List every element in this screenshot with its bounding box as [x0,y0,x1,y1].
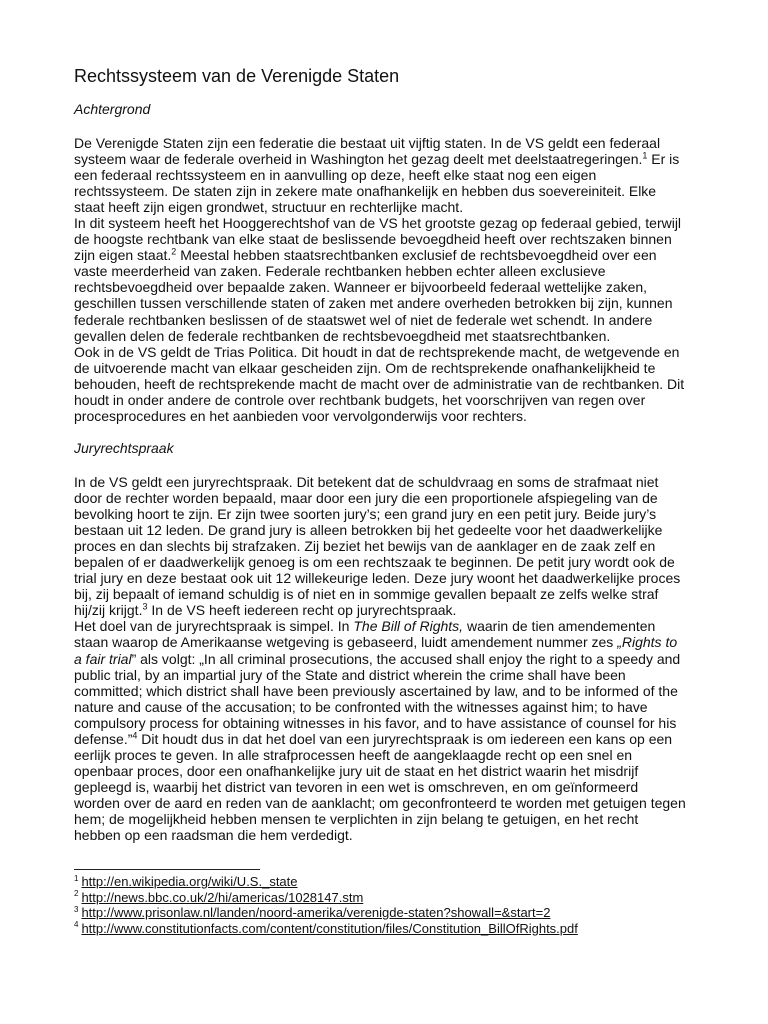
paragraph-line: a fair trial” als volgt: „In all criminal prosecutions, the accused shall enjoy the right to a speedy and [74,650,681,667]
document-title: Rechtssysteem van de Verenigde Staten [74,66,400,86]
paragraph-line: gepleegd is, waarbij het district van tevoren in een wet is omschreven, en om geïnformeerd [74,778,639,795]
paragraph-line: staat heeft zijn eigen grondwet, structuur en rechterlijke macht. [74,199,464,216]
paragraph-line: bevolking hoort te zijn. Er zijn twee soorten jury’s; een grand jury en een petit jury. Beide jury’s [74,506,657,523]
footnote-link[interactable]: http://www.constitutionfacts.com/content/constitution/files/Constitution_BillOfRights.pdf [81,920,578,936]
paragraph-line: trial jury en deze bestaat ook uit 12 willekeurige leden. Deze jury woont het daadwerkelijke proces [74,570,681,587]
paragraph-line: openbaar proces, door een onafhankelijke jury uit de staat en het district waarin het misdrijf [74,762,639,779]
paragraph-line: houdt in onder andere de controle over rechtbank budgets, het voorschrijven van regen over [74,391,646,408]
section-body-achtergrond [74,135,684,424]
paragraph-line: de uitvoerende macht van elkaar gescheiden zijn. Om de rechtsprekende onafhankelijkheid te [74,359,656,376]
paragraph-line: Ook in de VS geldt de Trias Politica. Dit houdt in dat de rechtsprekende macht, de wetgevende en [74,343,680,360]
footnote-number: 3 [74,904,79,914]
italic-title: The Bill of Rights, [353,618,464,635]
paragraph-line: hij/zij krijgt.$^3$ In de VS heeft iedereen recht op juryrechtspraak. [74,601,457,619]
paragraph-line: zijn eigen staat.$^2$ Meestal hebben staatsrechtbanken exclusief de rechtsbevoegdheid over een [74,246,657,264]
paragraph-line: public trial, by an impartial jury of the State and district wherein the crime shall have been [74,666,626,683]
footnote-ref: 3 [142,601,148,612]
footnote-ref: 2 [171,246,177,257]
italic-quote: a fair trial [74,650,132,667]
section-heading-juryrechtspraak: Juryrechtspraak [74,440,174,456]
paragraph-line: bij, zij bepaalt of iemand schuldig is of niet en in sommige gevallen bepaalt ze zelfs welke straf [74,586,659,603]
paragraph-line: de hoogste rechtbank van elke staat de beslissende bevoegdheid heeft over rechtszaken binnen [74,231,672,248]
footnote-ref: 1 [642,150,648,161]
paragraph-line: vaste meerderheid van zaken. Federale rechtbanken hebben echter alleen exclusieve [74,263,606,280]
footnote-link[interactable]: http://www.prisonlaw.nl/landen/noord-amerika/verenigde-staten?showall=&start=2 [81,905,551,920]
footnote-link[interactable]: http://news.bbc.co.uk/2/hi/americas/1028147.stm [81,889,364,905]
paragraph-line: systeem waar de federale overheid in Washington het gezag deelt met deelstaatregeringen.$^1$ Er is [74,150,680,168]
paragraph-line: proces en dan slechts bij strafzaken. Zij beziet het bewijs van de aanklager en de zaak zelf en [74,538,656,555]
paragraph-line: gevallen delen de federale rechtbanken de rechtsbevoegdheid met staatsrechtbanken. [74,327,611,344]
paragraph-line: De Verenigde Staten zijn een federatie die bestaat uit vijftig staten. In de VS geldt een federaal [74,135,661,151]
paragraph-line: door de rechter worden bepaald, maar door een jury die een proportionele afspiegeling van de [74,490,658,507]
paragraph-line: defense.”$^4$ Dit houdt dus in dat het doel van een juryrechtspraak is om iedereen een kans op een [74,730,673,747]
italic-quote: „Rights to [617,634,678,651]
paragraph-line: rechtssysteem. De staten zijn in zekere mate onafhankelijk en hebben dus soevereiniteit. Elke [74,183,657,200]
paragraph-line: hem; de mogelijkheid hebben mensen te verplichten in zijn belang te getuigen, en het recht [74,810,639,827]
paragraph-line: committed; which district shall have been previously ascertained by law, and to be informed of the [74,682,678,699]
footnote-item [74,921,578,937]
paragraph-line: nature and cause of the accusation; to be confronted with the witnesses against him; to have [74,698,648,715]
footnote-number: 4 [74,920,79,930]
paragraph-line: eerlijk proces te geven. In alle strafprocessen heeft de aangeklaagde recht op een snel en [74,746,633,763]
footnotes [74,874,578,936]
footnote-number: 1 [74,873,79,883]
paragraph-line: Het doel van de juryrechtspraak is simpel. In The Bill of Rights, waarin de tien amendementen [74,618,656,635]
paragraph-line: behouden, heeft de rechtsprekende macht de macht over de administratie van de rechtbanken. Dit [74,375,685,392]
paragraph-line: worden over de aard en reden van de aanklacht; om geconfronteerd te worden met getuigen tegen [74,794,686,811]
section-body-juryrechtspraak [74,474,686,843]
paragraph-line: federale rechtbanken beslissen of de staatswet wel of niet de federale wet schendt. In andere [74,311,653,328]
paragraph-line: bestaan uit 12 leden. De grand jury is alleen betrokken bij het gedeelte voor het daadwerkelijke [74,522,663,539]
paragraph-line: hebben op een raadsman die hem verdedigt. [74,827,353,844]
footnote-item [74,874,578,890]
paragraph-line: staan waarop de Amerikaanse wetgeving is gebaseerd, luidt amendement nummer zes „Rights to [74,634,678,651]
footnote-divider [74,869,260,870]
paragraph-line: een federaal rechtssysteem en in aanvulling op deze, heeft elke staat nog een eigen [74,167,597,184]
footnote-item [74,905,578,921]
footnote-ref: 4 [132,730,138,741]
paragraph-line: geschillen tussen verschillende staten of zaken met andere overheden betrokken bij zijn, kunnen [74,295,673,312]
paragraph-line: compulsory process for obtaining witnesses in his favor, and to have assistance of counsel for his [74,714,677,731]
paragraph-line: In dit systeem heeft het Hooggerechtshof van de VS het grootste gezag op federaal gebied, terwijl [74,215,682,232]
paragraph-line: rechtsbevoegdheid over bepaalde zaken. Wanneer er bijvoorbeeld federaal wettelijke zaken, [74,279,648,296]
section-heading-achtergrond: Achtergrond [74,101,151,117]
footnote-item [74,890,578,906]
footnote-number: 2 [74,889,79,899]
paragraph-line: bepalen of er daadwerkelijk genoeg is om een rechtszaak te beginnen. De petit jury wordt ook de [74,554,675,571]
footnote-link[interactable]: http://en.wikipedia.org/wiki/U.S._state [81,874,298,889]
paragraph-line: In de VS geldt een juryrechtspraak. Dit betekent dat de schuldvraag en soms de strafmaat niet [74,474,659,490]
paragraph-line: procesprocedures en het aanbieden voor vervolgonderwijs voor rechters. [74,407,527,424]
